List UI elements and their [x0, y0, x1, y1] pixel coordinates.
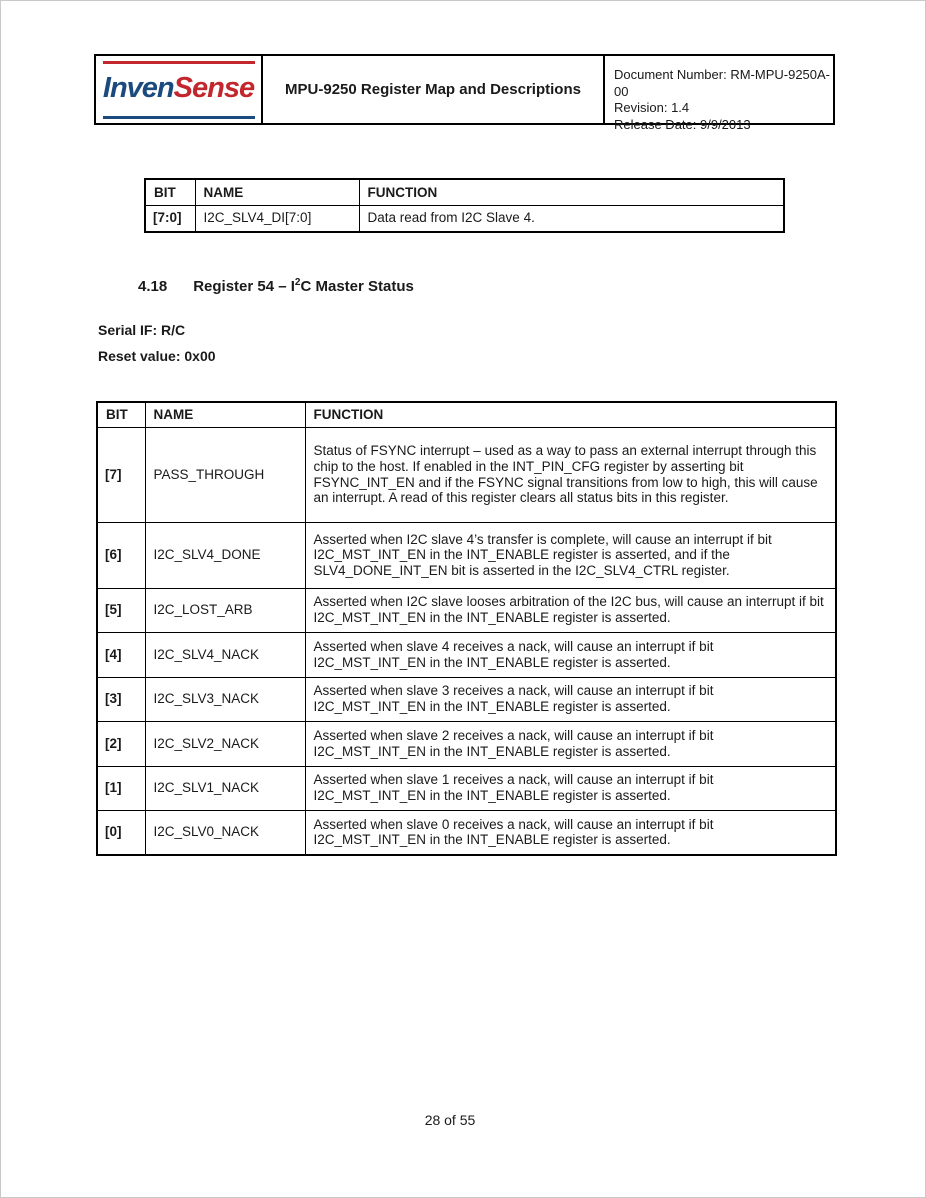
column-header-bit: BIT: [145, 179, 195, 205]
bit-cell: [6]: [97, 522, 145, 588]
register-54-table: [96, 401, 837, 856]
bit-cell: [7]: [97, 427, 145, 522]
table-row: [97, 766, 836, 810]
function-cell: Data read from I2C Slave 4.: [359, 205, 784, 232]
table-row: [97, 810, 836, 855]
function-cell: Asserted when I2C slave looses arbitration of the I2C bus, will cause an interrupt if bit I2C_MST_INT_EN in the INT_ENABLE register is asserted.: [305, 588, 836, 632]
bit-cell: [7:0]: [145, 205, 195, 232]
column-header-function: FUNCTION: [305, 402, 836, 427]
bit-cell: [3]: [97, 677, 145, 721]
document-info: [605, 56, 833, 132]
name-cell: I2C_LOST_ARB: [145, 588, 305, 632]
table-row: [145, 205, 784, 232]
function-cell: Asserted when slave 2 receives a nack, will cause an interrupt if bit I2C_MST_INT_EN in the INT_ENABLE register is asserted.: [305, 721, 836, 766]
serial-if-label: Serial IF: R/C: [98, 322, 186, 338]
page-number: 28 of 55: [424, 1112, 476, 1128]
column-header-name: NAME: [145, 402, 305, 427]
name-cell: I2C_SLV0_NACK: [145, 810, 305, 855]
superscript-2: 2: [294, 277, 301, 288]
bit-cell: [1]: [97, 766, 145, 810]
reset-value-label: Reset value: 0x00: [98, 348, 216, 364]
table-row: [97, 427, 836, 522]
logo-cell: [96, 56, 263, 123]
column-header-name: NAME: [195, 179, 359, 205]
section-number: 4.18: [138, 278, 168, 295]
bit-cell: [5]: [97, 588, 145, 632]
document-number: Document Number: RM-MPU-9250A-00: [614, 67, 831, 99]
section-heading: [138, 277, 414, 295]
name-cell: I2C_SLV4_DI[7:0]: [195, 205, 359, 232]
name-cell: PASS_THROUGH: [145, 427, 305, 522]
table-header-row: [145, 179, 784, 205]
function-cell: Asserted when slave 4 receives a nack, will cause an interrupt if bit I2C_MST_INT_EN in the INT_ENABLE register is asserted.: [305, 632, 836, 677]
table-row: [97, 721, 836, 766]
table-row: [97, 632, 836, 677]
name-cell: I2C_SLV4_DONE: [145, 522, 305, 588]
document-revision: Revision: 1.4: [614, 100, 690, 116]
name-cell: I2C_SLV4_NACK: [145, 632, 305, 677]
logo-text-inven: Inven: [102, 72, 174, 104]
name-cell: I2C_SLV3_NACK: [145, 677, 305, 721]
function-cell: Asserted when I2C slave 4’s transfer is complete, will cause an interrupt if bit I2C_MST_INT_EN in the INT_ENABLE register is asserted, and if the SLV4_DONE_INT_EN bit is asserted in the I2C_SLV4_CTRL register.: [305, 522, 836, 588]
column-header-function: FUNCTION: [359, 179, 784, 205]
column-header-bit: BIT: [97, 402, 145, 427]
document-release-date: Release Date: 9/9/2013: [614, 116, 751, 132]
function-cell: Asserted when slave 0 receives a nack, will cause an interrupt if bit I2C_MST_INT_EN in the INT_ENABLE register is asserted.: [305, 810, 836, 855]
table-row: [97, 588, 836, 632]
function-cell: Status of FSYNC interrupt – used as a way to pass an external interrupt through this chip to the host. If enabled in the INT_PIN_CFG register by asserting bit FSYNC_INT_EN and if the FSYNC signal transitions from low to high, this will cause an interrupt. A read of this register clears all status bits in this register.: [305, 427, 836, 522]
name-cell: I2C_SLV1_NACK: [145, 766, 305, 810]
table-row: [97, 522, 836, 588]
bit-cell: [2]: [97, 721, 145, 766]
table-header-row: [97, 402, 836, 427]
table-row: [97, 677, 836, 721]
document-title: MPU-9250 Register Map and Descriptions: [263, 56, 605, 123]
name-cell: I2C_SLV2_NACK: [145, 721, 305, 766]
bit-cell: [4]: [97, 632, 145, 677]
bit-cell: [0]: [97, 810, 145, 855]
invensense-logo: [103, 61, 255, 119]
function-cell: Asserted when slave 1 receives a nack, will cause an interrupt if bit I2C_MST_INT_EN in the INT_ENABLE register is asserted.: [305, 766, 836, 810]
function-cell: Asserted when slave 3 receives a nack, will cause an interrupt if bit I2C_MST_INT_EN in the INT_ENABLE register is asserted.: [305, 677, 836, 721]
logo-text-sense: Sense: [173, 72, 255, 104]
section-title: Register $54 - I^2C$ Master Status: [193, 277, 414, 295]
document-header: [94, 54, 835, 132]
register-53-table: [144, 178, 785, 233]
